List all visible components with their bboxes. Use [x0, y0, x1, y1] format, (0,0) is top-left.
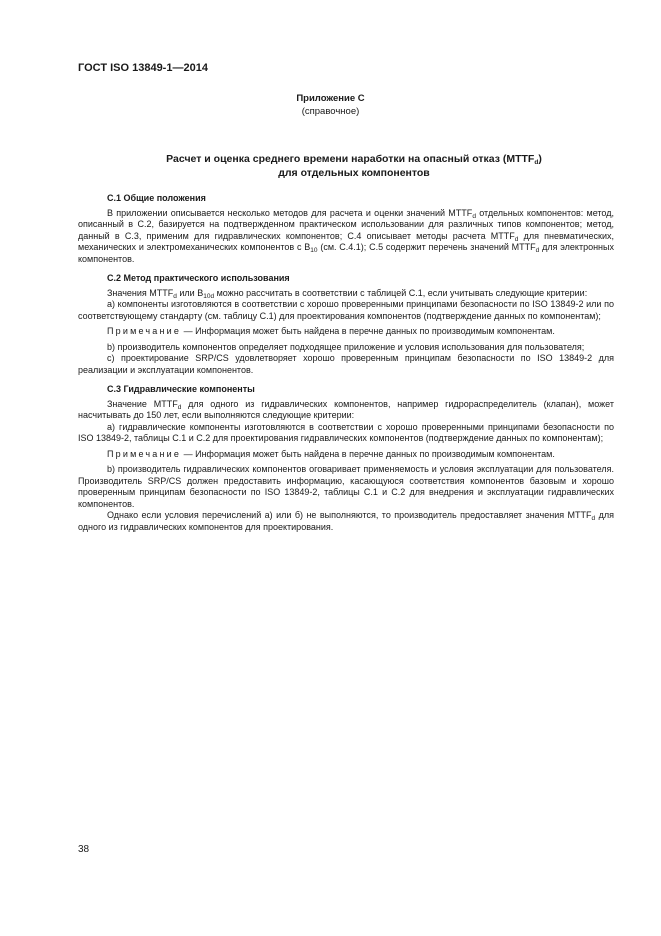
c3-last-a: Однако если условия перечислений а) или б) не выполняются, то производитель предоставляет значения MTTF	[107, 510, 592, 520]
subscript-d: d	[535, 247, 540, 254]
document-title	[100, 152, 608, 180]
subscript-d: d	[173, 292, 177, 300]
subscript-10d: 10d	[203, 292, 215, 300]
section-c2-paragraph	[78, 288, 614, 300]
section-c3-paragraph	[78, 399, 614, 422]
section-c2-heading: С.2 Метод практического использования	[107, 273, 290, 283]
c1-text-a: В приложении описывается несколько методов для расчета и оценки значений MTTF	[107, 207, 473, 218]
section-c3-heading: С.3 Гидравлические компоненты	[107, 384, 255, 394]
title-subscript: d	[534, 159, 539, 166]
note-label: Примечание	[107, 448, 182, 459]
c2-text-a: Значения MTTF	[107, 287, 174, 298]
title-line-2: для отдельных компонентов	[278, 167, 430, 179]
c3-item-a: а) гидравлические компоненты изготовляются в соответствии с хорошо проверенными принципами безопасности по ISO 13849-2, таблицы С.1 и С.2 для проектирования гидравлических компонентов (подтверждение данных по компонентам);	[78, 421, 614, 443]
subscript-d: d	[591, 515, 596, 522]
title-line-1-end: )	[538, 153, 542, 165]
subscript-d: d	[472, 212, 476, 220]
c1-text-e: для электронных компонентов.	[78, 242, 614, 264]
c2-item-b: b) производитель компонентов определяет подходящее приложение и условия использования для пользователя;	[107, 341, 585, 352]
c3-item-b: b) производитель гидравлических компонентов оговаривает применяемость и условия эксплуатации для пользователя. Производитель SRP/CS должен предоставить информацию, касающуюся соответствия компонентов базовым и хорошо проверенным принципам безопасности по ISO 13849-2, таблицы С.1 и С.2 для внедрения и эксплуатации гидравлических компонентов.	[78, 464, 614, 509]
note-text: — Информация может быть найдена в перечне данных по производимым компонентам.	[181, 448, 555, 459]
appendix-type: (справочное)	[301, 106, 360, 117]
c3-last-b: для одного из гидравлических компонентов для проектирования.	[78, 510, 614, 532]
subscript-d: d	[514, 235, 519, 243]
c1-text-c: для пневматических, механических и электромеханических компонентов с B	[78, 230, 614, 252]
subscript-d: d	[177, 403, 182, 411]
title-line-1: Расчет и оценка среднего времени наработки на опасный отказ (MTTF	[166, 153, 535, 165]
standard-header: ГОСТ ISO 13849-1—2014	[78, 62, 208, 74]
c3-final-paragraph	[78, 510, 614, 533]
c2-item-a: а) компоненты изготовляются в соответствии с хорошо проверенными принципами безопасности по ISO 13849-2 или по соответствующему стандарту (см. таблицу С.1) для проектирования компонентов (подтверждение данных по компонентам);	[78, 299, 614, 321]
subscript-10: 10	[310, 247, 318, 254]
c2-text-c: можно рассчитать в соответствии с таблицей С.1, если учитывать следующие критерии:	[214, 287, 588, 298]
section-c1-heading: С.1 Общие положения	[107, 193, 206, 203]
page-number: 38	[78, 844, 90, 855]
note-label: Примечание	[107, 326, 182, 336]
section-c1-paragraph	[78, 208, 614, 266]
appendix-label: Приложение С	[296, 93, 365, 104]
c1-text-b: отдельных компонентов: метод, описанный в С.2, базируется на подтвержденном практическом использовании для различных типов компонентов; метод, данный в С.3, применим для гидравлических компонентов; С.4 описывает методы расчета MTTF	[78, 207, 614, 241]
c2-note	[78, 326, 614, 338]
c1-text-d: (см. С.4.1); С.5 содержит перечень значений MTTF	[317, 242, 536, 252]
c3-text-b: для одного из гидравлических компонентов, например гидрораспределитель (клапан), может насчитывать до 150 лет, если выполняются следующие критерии:	[78, 398, 614, 420]
c2-text-b: или B	[176, 287, 204, 298]
c3-text-a: Значение MTTF	[107, 398, 178, 409]
c2-item-c: c) проектирование SRP/CS удовлетворяет хорошо проверенным принципам безопасности по ISO 13849-2 для реализации и эксплуатации компонентов.	[78, 353, 614, 375]
document-body	[78, 193, 614, 533]
c3-note	[78, 449, 614, 461]
note-text: — Информация может быть найдена в перечне данных по производимым компонентам.	[181, 326, 555, 336]
